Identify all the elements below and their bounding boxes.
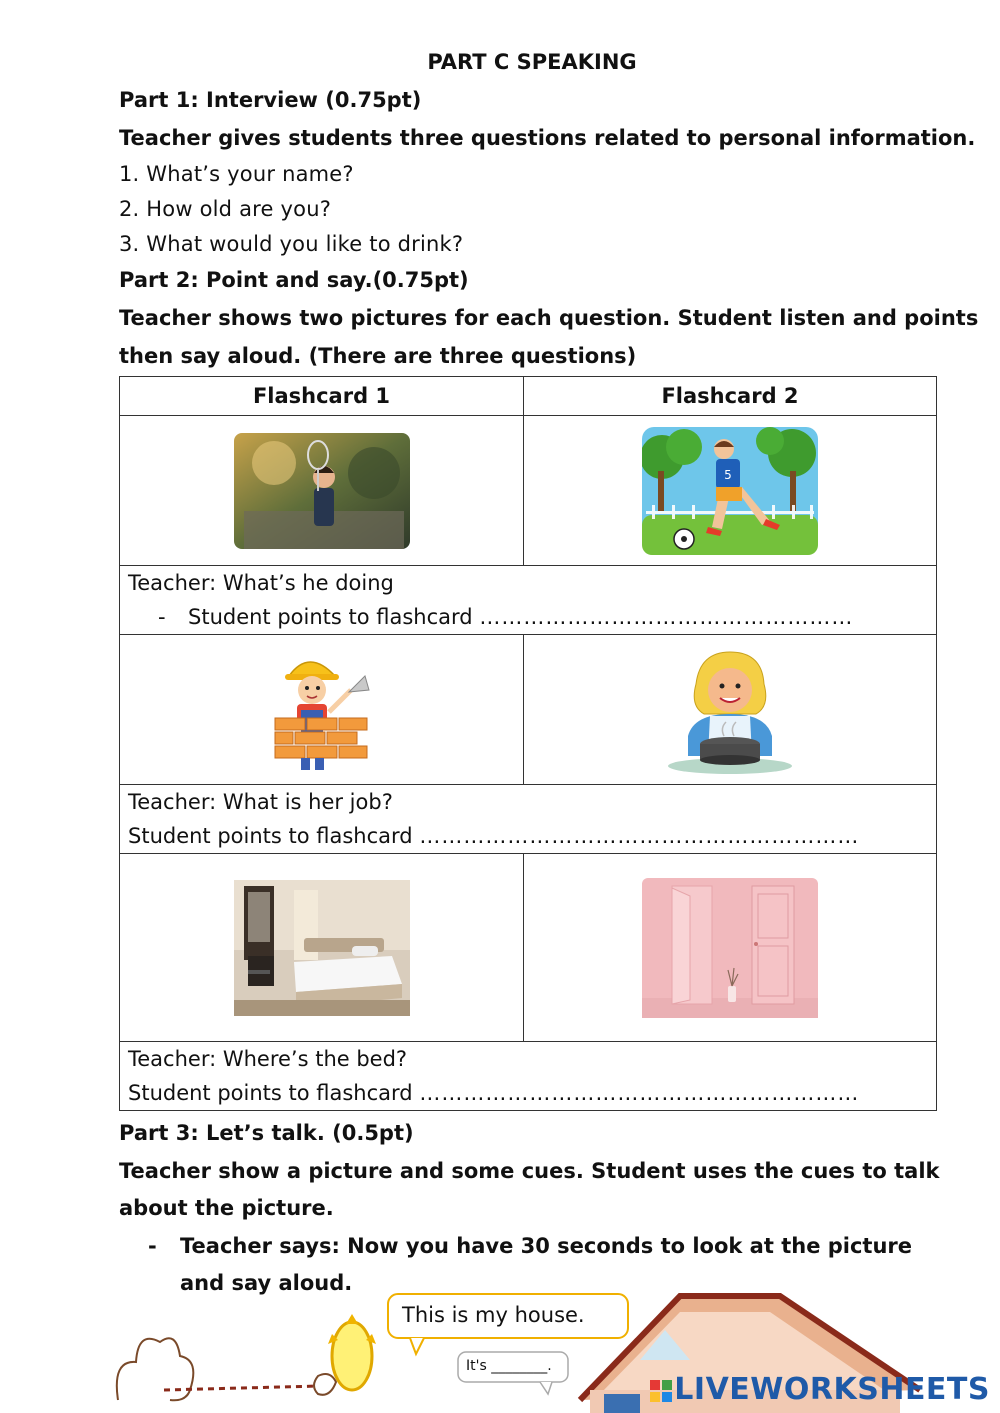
q1-student-line bbox=[128, 600, 936, 634]
bubble-2-text: It's ________. bbox=[466, 1358, 552, 1374]
flashcard-badminton-cell[interactable] bbox=[120, 416, 524, 566]
q2-student-text: Student points to flashcard bbox=[128, 824, 413, 848]
sun-icon bbox=[328, 1314, 376, 1390]
question-1: 1. What’s your name? bbox=[119, 162, 354, 186]
part1-heading: Part 1: Interview (0.75pt) bbox=[119, 88, 422, 112]
q2-answer-blank[interactable]: …………………………………………………… bbox=[419, 824, 860, 848]
pink-door-picture bbox=[642, 878, 818, 1018]
part2-instruction-line1: Teacher shows two pictures for each question. Student listen and points bbox=[119, 306, 979, 330]
flashcard-football-cell[interactable] bbox=[524, 416, 937, 566]
svg-text:5: 5 bbox=[724, 467, 732, 482]
q1-dash: - bbox=[158, 605, 166, 629]
q1-text-cell bbox=[120, 566, 937, 635]
flashcard-table bbox=[119, 376, 937, 1111]
part3-instruction-line2: about the picture. bbox=[119, 1196, 334, 1220]
flashcard-builder-cell[interactable] bbox=[120, 635, 524, 785]
bubble-1-text: This is my house. bbox=[402, 1303, 585, 1327]
q3-student-text: Student points to flashcard bbox=[128, 1081, 413, 1105]
q3-answer-blank[interactable]: …………………………………………………… bbox=[419, 1081, 860, 1105]
brand-text: LIVEWORKSHEETS bbox=[674, 1372, 990, 1407]
q2-teacher-text: Teacher: What is her job? bbox=[128, 790, 393, 814]
q3-teacher-text: Teacher: Where’s the bed? bbox=[128, 1047, 408, 1071]
q1-answer-blank[interactable]: …………………………………………… bbox=[479, 605, 854, 629]
part2-instruction-line2: then say aloud. (There are three questions) bbox=[119, 344, 637, 368]
q2-student-line bbox=[128, 819, 936, 853]
part3-dash: - bbox=[148, 1234, 157, 1258]
bedroom-picture bbox=[234, 880, 410, 1016]
q1-teacher-text: Teacher: What’s he doing bbox=[128, 571, 394, 595]
page-title: PART C SPEAKING bbox=[427, 50, 637, 74]
flashcard-bedroom-cell[interactable] bbox=[120, 854, 524, 1042]
flashcard-door-cell[interactable] bbox=[524, 854, 937, 1042]
liveworksheets-badge-icon bbox=[650, 1380, 672, 1402]
question-3: 3. What would you like to drink? bbox=[119, 232, 464, 256]
q2-text-cell bbox=[120, 785, 937, 854]
part3-instruction-line1: Teacher show a picture and some cues. Student uses the cues to talk bbox=[119, 1159, 940, 1183]
liveworksheets-logo[interactable] bbox=[650, 1372, 990, 1407]
part3-says-line2: and say aloud. bbox=[180, 1271, 353, 1295]
part3-heading: Part 3: Let’s talk. (0.5pt) bbox=[119, 1121, 414, 1145]
col-header-flashcard-2: Flashcard 2 bbox=[524, 377, 937, 416]
part3-says-text: Teacher says: Now you have 30 seconds to look at the picture bbox=[180, 1234, 913, 1258]
builder-boy-picture bbox=[267, 646, 377, 774]
question-2: 2. How old are you? bbox=[119, 197, 332, 221]
q1-student-text: Student points to flashcard bbox=[188, 605, 473, 629]
col-header-flashcard-1: Flashcard 1 bbox=[120, 377, 524, 416]
part2-heading: Part 2: Point and say.(0.75pt) bbox=[119, 268, 469, 292]
football-boy-picture bbox=[642, 427, 818, 555]
flashcard-cook-cell[interactable] bbox=[524, 635, 937, 785]
part1-instruction: Teacher gives students three questions related to personal information. bbox=[119, 126, 976, 150]
badminton-girl-picture bbox=[234, 433, 410, 549]
part3-says-line1 bbox=[148, 1234, 912, 1258]
q3-student-line bbox=[128, 1076, 936, 1110]
q3-text-cell bbox=[120, 1042, 937, 1111]
cook-woman-picture bbox=[660, 644, 800, 776]
